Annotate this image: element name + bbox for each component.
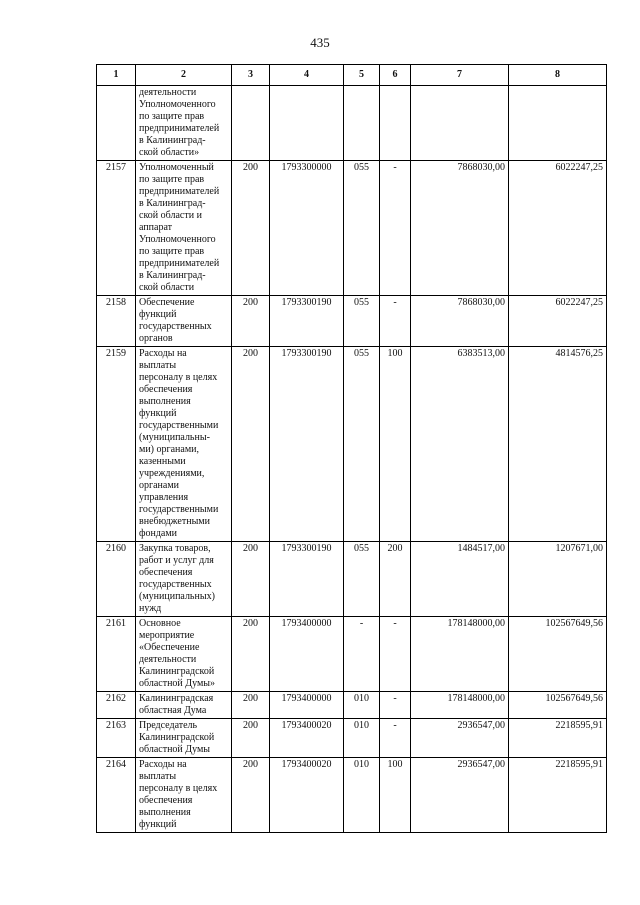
planned-amount-cell: 178148000,00 [411, 617, 509, 692]
target-article-cell: 1793300190 [270, 296, 344, 347]
expense-type-cell: - [380, 161, 411, 296]
column-header: 7 [411, 65, 509, 86]
expense-type-cell: - [380, 719, 411, 758]
item-name-cell: Основное мероприятие «Обеспечение деятельности Калининградской областной Думы» [136, 617, 232, 692]
row-number-cell: 2158 [97, 296, 136, 347]
department-code-cell: - [344, 617, 380, 692]
chapter-code-cell: 200 [232, 617, 270, 692]
planned-amount-cell: 7868030,00 [411, 161, 509, 296]
page-number: 435 [310, 35, 330, 50]
column-header: 2 [136, 65, 232, 86]
table-row [97, 617, 607, 692]
budget-table [96, 64, 607, 833]
item-name-cell: Обеспечение функций государственных органов [136, 296, 232, 347]
row-number-cell: 2163 [97, 719, 136, 758]
planned-amount-cell: 2936547,00 [411, 719, 509, 758]
item-name-cell: Расходы на выплаты персоналу в целях обеспечения выполнения функций государственными (муниципальны- ми) органами, казенными учреждениями, органами управления государственными внебюджетными фондами [136, 347, 232, 542]
expense-type-cell: 200 [380, 542, 411, 617]
expense-type-cell: - [380, 692, 411, 719]
table-row [97, 542, 607, 617]
column-header: 5 [344, 65, 380, 86]
target-article-cell: 1793400000 [270, 617, 344, 692]
department-code-cell: 010 [344, 758, 380, 833]
actual-amount-cell: 102567649,56 [509, 617, 607, 692]
actual-amount-cell [509, 86, 607, 161]
row-number-cell: 2160 [97, 542, 136, 617]
actual-amount-cell: 6022247,25 [509, 161, 607, 296]
actual-amount-cell: 1207671,00 [509, 542, 607, 617]
column-header: 8 [509, 65, 607, 86]
chapter-code-cell [232, 86, 270, 161]
expense-type-cell: 100 [380, 347, 411, 542]
planned-amount-cell: 2936547,00 [411, 758, 509, 833]
column-header: 1 [97, 65, 136, 86]
planned-amount-cell: 178148000,00 [411, 692, 509, 719]
actual-amount-cell: 2218595,91 [509, 758, 607, 833]
table-row [97, 719, 607, 758]
department-code-cell: 055 [344, 161, 380, 296]
row-number-cell: 2162 [97, 692, 136, 719]
row-number-cell: 2161 [97, 617, 136, 692]
column-header: 3 [232, 65, 270, 86]
chapter-code-cell: 200 [232, 161, 270, 296]
department-code-cell: 055 [344, 296, 380, 347]
chapter-code-cell: 200 [232, 719, 270, 758]
table-row [97, 347, 607, 542]
actual-amount-cell: 6022247,25 [509, 296, 607, 347]
item-name-cell: Закупка товаров, работ и услуг для обеспечения государственных (муниципальных) нужд [136, 542, 232, 617]
actual-amount-cell: 4814576,25 [509, 347, 607, 542]
row-number-cell: 2159 [97, 347, 136, 542]
department-code-cell [344, 86, 380, 161]
table-row [97, 161, 607, 296]
chapter-code-cell: 200 [232, 692, 270, 719]
row-number-cell: 2164 [97, 758, 136, 833]
planned-amount-cell: 7868030,00 [411, 296, 509, 347]
planned-amount-cell [411, 86, 509, 161]
row-number-cell [97, 86, 136, 161]
expense-type-cell: 100 [380, 758, 411, 833]
department-code-cell: 055 [344, 347, 380, 542]
column-header: 4 [270, 65, 344, 86]
item-name-cell: Председатель Калининградской областной Думы [136, 719, 232, 758]
target-article-cell: 1793400000 [270, 692, 344, 719]
actual-amount-cell: 2218595,91 [509, 719, 607, 758]
table-row [97, 86, 607, 161]
row-number-cell: 2157 [97, 161, 136, 296]
item-name-cell: Калининградская областная Дума [136, 692, 232, 719]
chapter-code-cell: 200 [232, 542, 270, 617]
expense-type-cell: - [380, 296, 411, 347]
target-article-cell: 1793300190 [270, 542, 344, 617]
chapter-code-cell: 200 [232, 347, 270, 542]
item-name-cell: деятельности Уполномоченного по защите прав предпринимателей в Калининград- ской области» [136, 86, 232, 161]
table-header-row [97, 65, 607, 86]
department-code-cell: 055 [344, 542, 380, 617]
planned-amount-cell: 6383513,00 [411, 347, 509, 542]
actual-amount-cell: 102567649,56 [509, 692, 607, 719]
table-row [97, 692, 607, 719]
item-name-cell: Расходы на выплаты персоналу в целях обеспечения выполнения функций [136, 758, 232, 833]
column-header: 6 [380, 65, 411, 86]
planned-amount-cell: 1484517,00 [411, 542, 509, 617]
target-article-cell: 1793400020 [270, 758, 344, 833]
chapter-code-cell: 200 [232, 296, 270, 347]
expense-type-cell: - [380, 617, 411, 692]
department-code-cell: 010 [344, 719, 380, 758]
item-name-cell: Уполномоченный по защите прав предпринимателей в Калининград- ской области и аппарат Уполномоченного по защите прав предпринимателей в Калининград- ской области [136, 161, 232, 296]
table-row [97, 296, 607, 347]
expense-type-cell [380, 86, 411, 161]
target-article-cell [270, 86, 344, 161]
target-article-cell: 1793300190 [270, 347, 344, 542]
chapter-code-cell: 200 [232, 758, 270, 833]
target-article-cell: 1793300000 [270, 161, 344, 296]
target-article-cell: 1793400020 [270, 719, 344, 758]
table-row [97, 758, 607, 833]
department-code-cell: 010 [344, 692, 380, 719]
